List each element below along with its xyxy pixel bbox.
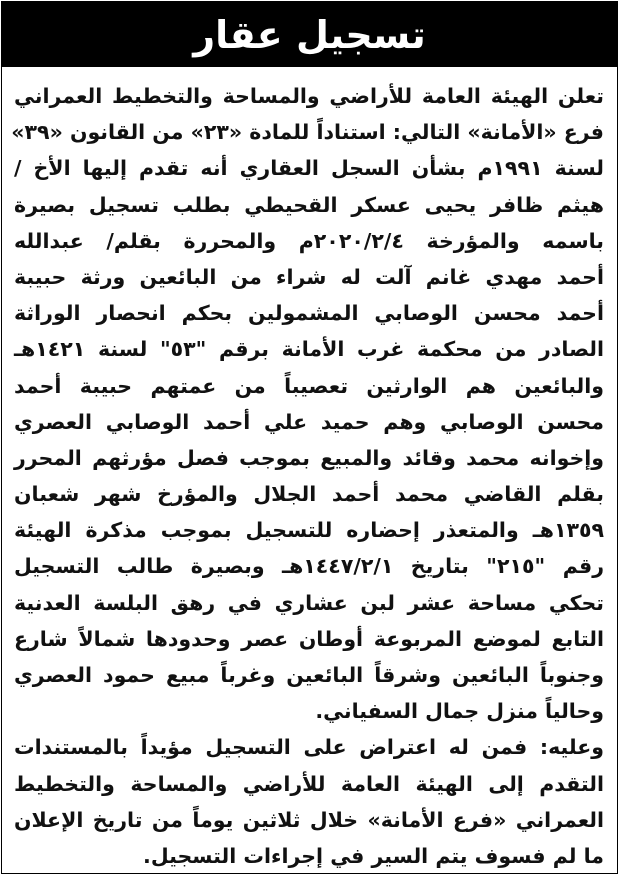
notice-title: تسجيل عقار — [193, 12, 426, 57]
property-registration-notice — [1, 1, 618, 874]
body-line-1: تعلن الهيئة العامة للأراضي والمساحة والتخطيط العمراني — [14, 84, 604, 108]
body-line-8: الصادر من محكمة غرب الأمانة برقم "٥٣" لسنة ١٤٢١هـ — [14, 337, 604, 362]
title-banner — [2, 2, 617, 67]
body-line-4: هيثم ظافر يحيى عسكر القحيطي بطلب تسجيل بصيرة — [14, 192, 604, 217]
body-line-13: ١٣٥٩هـ والمتعذر إحضاره للتسجيل بموجب مذكرة الهيئة — [14, 518, 604, 543]
body-line-5: باسمه والمؤرخة ٢٠٢٠/٢/٤م والمحررة بقلم/ عبدالله — [14, 228, 604, 253]
body-line-17: وجنوباً البائعين وشرقاً البائعين وغرباً مبيع حمود العصري — [14, 663, 604, 687]
body-line-12: بقلم القاضي محمد أحمد الجلال والمؤرخ شهر شعبان — [14, 482, 604, 507]
body-line-9: والبائعين هم الوارثين تعصيباً من عمتهم حبيبة أحمد — [14, 373, 604, 398]
body-line-10: محسن الوصابي وهم حميد علي أحمد الوصابي العصري — [14, 409, 604, 434]
body-line-19: وعليه: فمن له اعتراض على التسجيل مؤيداً بالمستندات — [14, 735, 604, 760]
body-line-21: العمراني «فرع الأمانة» خلال ثلاثين يوماً من تاريخ الإعلان — [14, 807, 604, 832]
body-line-6: أحمد مهدي غانم آلت له شراء من البائعين ورثة حبيبة — [14, 264, 604, 289]
body-line-20: التقدم إلى الهيئة العامة للأراضي والمساحة والتخطيط — [14, 771, 604, 796]
body-line-22: ما لم فسوف يتم السير في إجراءات التسجيل. — [143, 843, 604, 868]
body-line-3: لسنة ١٩٩١م بشأن السجل العقاري أنه تقدم إليها الأخ / — [14, 156, 605, 181]
body-line-2: فرع «الأمانة» التالي: استناداً للمادة «٢٣» من القانون «٣٩» — [11, 120, 604, 145]
body-line-16: التابع لموضع المربوعة أوطان عصر وحدودها شمالاً شارع — [14, 626, 604, 651]
body-line-7: أحمد محسن الوصابي المشمولين بحكم انحصار الوراثة — [14, 301, 604, 326]
body-line-15: تحكي مساحة عشر لبن عشاري في رهق البلسة العدنية — [14, 590, 604, 615]
body-line-11: وإخوانه محمد وقائد والمبيع بموجب فصل مؤرثهم المحرر — [14, 445, 604, 470]
body-line-18: وحالياً منزل جمال السفياني. — [315, 699, 604, 724]
body-line-14: رقم "٢١٥" بتاريخ ١٤٤٧/٢/١هـ وبصيرة طالب التسجيل — [14, 554, 604, 579]
notice-body — [11, 78, 605, 874]
